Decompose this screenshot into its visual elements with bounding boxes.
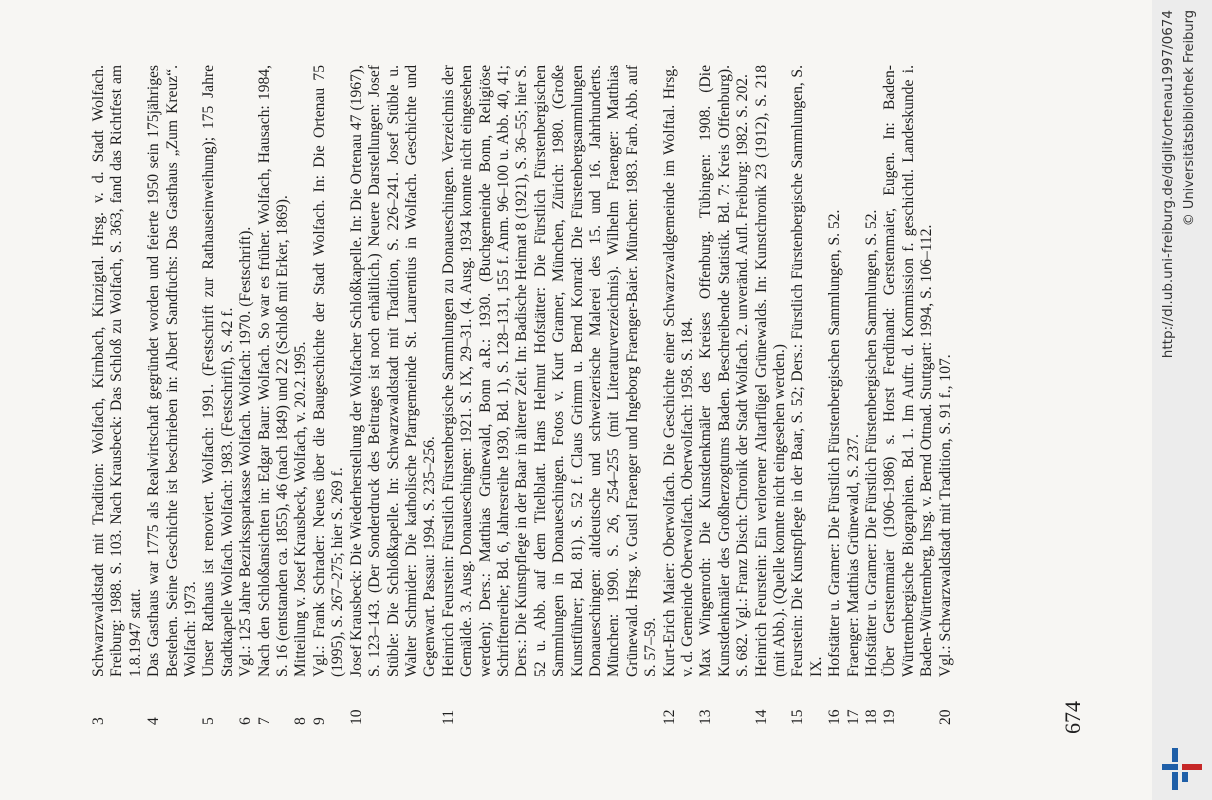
footnote-text: Hofstätter u. Gramer: Die Fürstlich Fürstenbergischen Sammlungen, S. 52. [826,209,844,677]
footnote-number: 6 [237,717,255,725]
library-logo-icon [1160,742,1204,798]
footnote-text: Heinrich Feurstein: Fürstlich Fürstenbergische Sammlungen zu Donaueschingen. Verzeichnis der Gemälde. 3. Ausg. Donaueschingen: 1921. S. IX, 29–31. (4. Ausg. 1934 konnte nicht eingesehen werden); Ders.: Matthias Grünewald, Bonn a.R.: 1930. (Buchgemeinde Bonn, Religiöse Schriftenreihe; Bd. 6, Jahresreihe 1930, Bd. 1), S. 128–131, 155 f. Anm. 96–100 u. Abb. 40, 41; Ders.: Die Kunstpflege in der Baar in älterer Zeit. In: Badische Heimat 8 (1921), S. 36–55; hier S. 52 u. Abb. auf dem Titelblatt. Hans Helmut Hofstätter: Die Fürstlich Fürstenbergischen Sammlungen in Donaueschingen. Fotos v. Kurt Gramer, München, Zürich: 1980. (Große Kunstführer; Bd. 81). S. 52 f. Claus Grimm u. Bernd Konrad: Die Fürstenbergsammlungen Donaueschingen: altdeutsche und schweizerische Malerei des 15. und 16. Jahrhunderts. München: 1990. S. 26, 254–255 (mit Literaturverzeichnis). Wilhelm Fraenger: Matthias Grünewald. Hrsg. v. Gustl Fraenger und Ingeborg Fraenger-Baier. München: 1983. Farb. Abb. auf S. 57–59. [439,65,660,677]
footnote-text: Vgl.: Schwarzwaldstadt mit Tradition, S. 91 f., 107. [936,354,954,677]
footnotes [90,65,955,725]
footnote-number: 19 [881,709,899,725]
footnote-text: Max Wingenroth: Die Kunstdenkmäler des Kreises Offenburg. Tübingen: 1908. (Die Kunstdenkmäler des Großherzogtums Baden. Beschreibende Statistik. Bd. 7: Kreis Offenburg). S. 682. Vgl.: Franz Disch: Chronik der Stadt Wolfach. 2. unveränd. Aufl. Freiburg: 1982. S. 202. [697,65,752,677]
footnote [881,65,936,725]
footnote [311,65,348,725]
footnote-text: Vgl.: 125 Jahre Bezirkssparkasse Wolfach. Wolfach: 1970. (Festschrift). [237,226,255,677]
footnote-number: 18 [863,709,881,725]
copyright-notice: © Universitätsbibliothek Freiburg [1182,10,1197,227]
footnote-text: Heinrich Feurstein: Ein verlorener Altarflügel Grünewalds. In: Kunstchronik 23 (1912), S. 218 (mit Abb.). (Quelle konnte nicht eingesehen werden.) [752,65,789,677]
footnote [789,65,826,725]
footnote [440,65,661,725]
side-info [1152,0,1212,800]
footnote-number: 8 [292,717,310,725]
footnote-text: Kurt-Erich Maier: Oberwolfach. Die Geschichte einer Schwarzwaldgemeinde im Wolftal. Hrsg. v. d. Gemeinde Oberwolfach. Oberwolfach: 1958. S. 184. [660,65,696,677]
source-url-link[interactable]: http://dl.ub.uni-freiburg.de/diglit/ortenau1997/0674 [1160,10,1176,359]
footnote-number: 5 [200,717,218,725]
footnote-number: 13 [697,709,715,725]
footnote [697,65,752,725]
footnote-text: Unser Rathaus ist renoviert. Wolfach: 1991. (Festschrift zur Rathauseinweihung); 175 Jahre Stadtkapelle Wolfach. Wolfach: 1983. (Festschrift), S. 42 f. [200,65,236,677]
footnote-text: Feurstein: Die Kunstpflege in der Baar, S. 52; Ders.: Fürstlich Fürstenbergische Sammlungen, S. IX. [789,65,825,677]
footnote-number: 11 [439,709,457,725]
footnote [845,65,863,725]
footnote-text: Mitteilung v. Josef Krausbeck, Wolfach, v. 20.2.1995. [292,341,310,677]
footnote [292,65,310,725]
footnote-text: Nach den Schloßansichten in: Edgar Baur: Wolfach. So war es früher. Wolfach, Hausach: 1984, S. 16 (entstanden ca. 1855), 46 (nach 1849) und 22 (Schloß mit Erker, 1869). [255,65,292,677]
footnote [145,65,200,725]
footnote-number: 14 [752,709,770,725]
footnote-text: Hofstätter u. Gramer: Die Fürstlich Fürstenbergischen Sammlungen, S. 52. [863,209,881,677]
footnote-number: 10 [347,709,365,725]
footnote-text: Das Gasthaus war 1775 als Realwirtschaft gegründet worden und feierte 1950 sein 175jähriges Bestehen. Seine Geschichte ist beschrieben in: Albert Sandfuchs: Das Gasthaus „Zum Kreuz“. Wolfach: 1973. [145,65,200,677]
footnote-number: 7 [255,717,273,725]
footnote [661,65,698,725]
footnote [200,65,237,725]
footnote-text: Über Gerstenmaier (1906–1986) s. Horst Ferdinand: Gerstenmaier, Eugen. In: Baden-Württembergische Biographien. Bd. 1. Im Auftr. d. Kommission f. geschichtl. Landeskunde i. Baden-Württemberg, hrsg. v. Bernd Ottnad. Stuttgart: 1994, S. 106–112. [881,65,936,677]
footnote [863,65,881,725]
footnote-text: Vgl.: Frank Schrader: Neues über die Baugeschichte der Stadt Wolfach. In: Die Ortenau 75 (1995), S. 267–275; hier S. 269 f. [310,65,347,677]
footnote-text: Schwarzwaldstadt mit Tradition: Wolfach, Kirnbach, Kinzigtal. Hrsg. v. d. Stadt Wolfach. Freiburg: 1988. S. 103. Nach Krausbeck: Das Schloß zu Wolfach, S. 363, fand das Richtfest am 1.8.1947 statt. [90,65,144,677]
footnote-text: Fraenger: Matthias Grünewald, S. 237. [844,434,862,677]
footnote [937,65,955,725]
footnote-number: 4 [145,717,163,725]
page-number: 674 [1060,701,1085,734]
footnote [753,65,790,725]
footnote [348,65,440,725]
footnote-number: 16 [826,709,844,725]
footnote-number: 9 [310,717,328,725]
footnote-text: Josef Krausbeck: Die Wiederherstellung der Wolfacher Schloßkapelle. In: Die Ortenau 47 (1967), S. 123–143. (Der Sonderdruck des Beitrages ist noch erhältlich.) Neuere Darstellungen: Josef Stüble: Die Schloßkapelle. In: Schwarzwaldstadt mit Tradition, S. 226–241. Josef Stüble u. Walter Schmider: Die katholische Pfarrgemeinde St. Laurentius in Wolfach. Geschichte und Gegenwart. Passau: 1994. S. 235–256. [347,65,439,677]
footnote [826,65,844,725]
footnote [90,65,145,725]
footnote-number: 15 [789,709,807,725]
footnote [237,65,255,725]
footnote-number: 17 [844,709,862,725]
footnote [256,65,293,725]
footnote-number: 3 [90,717,107,725]
footnote-number: 20 [936,709,954,725]
footnote-number: 12 [660,709,678,725]
